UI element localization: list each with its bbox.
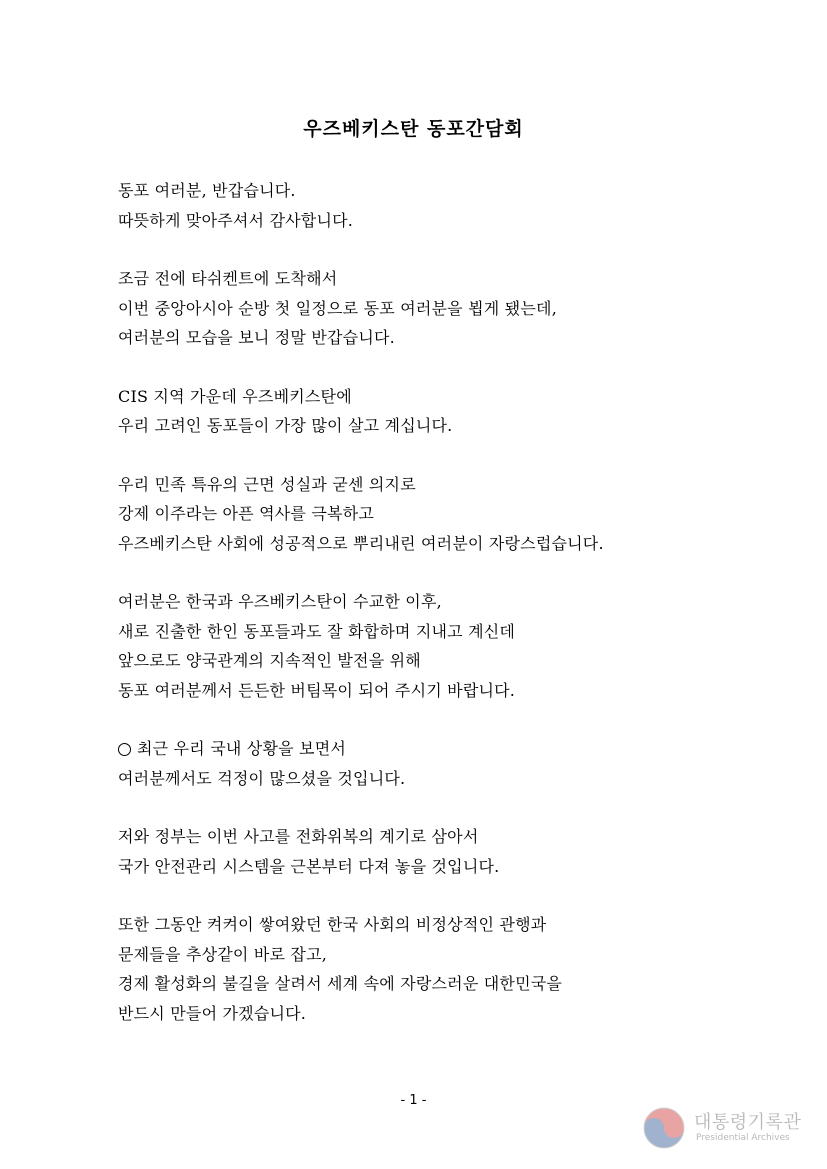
paragraph-history <box>118 470 758 559</box>
taegeuk-logo-icon <box>642 1106 686 1150</box>
text-line: 여러분은 한국과 우즈베키스탄이 수교한 이후, <box>118 592 442 611</box>
text-line: 새로 진출한 한인 동포들과도 잘 화합하며 지내고 계신데 <box>118 621 516 641</box>
paragraph-reform <box>118 910 758 1028</box>
paragraph-relations <box>118 587 758 705</box>
text-line: 이번 중앙아시아 순방 첫 일정으로 동포 여러분을 뵙게 됐는데, <box>118 298 557 318</box>
paragraph-domestic <box>118 734 758 793</box>
text-line-bulleted <box>118 734 758 764</box>
text-line: 반드시 만들어 가겠습니다. <box>118 1003 307 1023</box>
paragraph-arrival <box>118 264 758 353</box>
text-line: 따뜻하게 맞아주셔서 감사합니다. <box>118 210 354 230</box>
text-line: 동포 여러분, 반갑습니다. <box>118 181 296 200</box>
text-line: 여러분께서도 걱정이 많으셨을 것입니다. <box>118 768 406 788</box>
document-body <box>118 176 758 1057</box>
paragraph-safety <box>118 822 758 881</box>
text-line-content: 최근 우리 국내 상황을 보면서 <box>137 739 347 758</box>
text-line: CIS 지역 가운데 우즈베키스탄에 <box>118 386 352 406</box>
text-line: 경제 활성화의 불길을 살려서 세계 속에 자랑스러운 대한민국을 <box>118 974 563 993</box>
circle-bullet-icon <box>118 743 131 756</box>
text-line: 앞으로도 양국관계의 지속적인 발전을 위해 <box>118 651 421 670</box>
paragraph-greeting <box>118 176 758 235</box>
text-line: 저와 정부는 이번 사고를 전화위복의 계기로 삼아서 <box>118 827 479 846</box>
text-line: 국가 안전관리 시스템을 근본부터 다져 놓을 것입니다. <box>118 856 500 876</box>
paragraph-cis <box>118 382 758 441</box>
text-line: 강제 이주라는 아픈 역사를 극복하고 <box>118 504 374 523</box>
text-line: 우즈베키스탄 사회에 성공적으로 뿌리내린 여러분이 자랑스럽습니다. <box>118 533 604 553</box>
text-line: 문제들을 추상같이 바로 잡고, <box>118 944 328 964</box>
text-line: 여러분의 모습을 보니 정말 반갑습니다. <box>118 328 395 347</box>
archive-watermark <box>642 1104 812 1152</box>
page-title: 우즈베키스탄 동포간담회 <box>303 118 524 140</box>
text-line: 또한 그동안 켜켜이 쌓여왔던 한국 사회의 비정상적인 관행과 <box>118 915 547 934</box>
text-line: 우리 민족 특유의 근면 성실과 굳센 의지로 <box>118 474 416 494</box>
text-line: 동포 여러분께서 든든한 버팀목이 되어 주시기 바랍니다. <box>118 680 516 700</box>
archive-name: 대통령기록관 <box>694 1112 802 1133</box>
text-line: 우리 고려인 동포들이 가장 많이 살고 계십니다. <box>118 416 453 435</box>
page-number: - 1 - <box>400 1093 427 1108</box>
archive-subtitle: Presidential Archives <box>696 1133 790 1143</box>
text-line: 조금 전에 타쉬켄트에 도착해서 <box>118 269 338 288</box>
